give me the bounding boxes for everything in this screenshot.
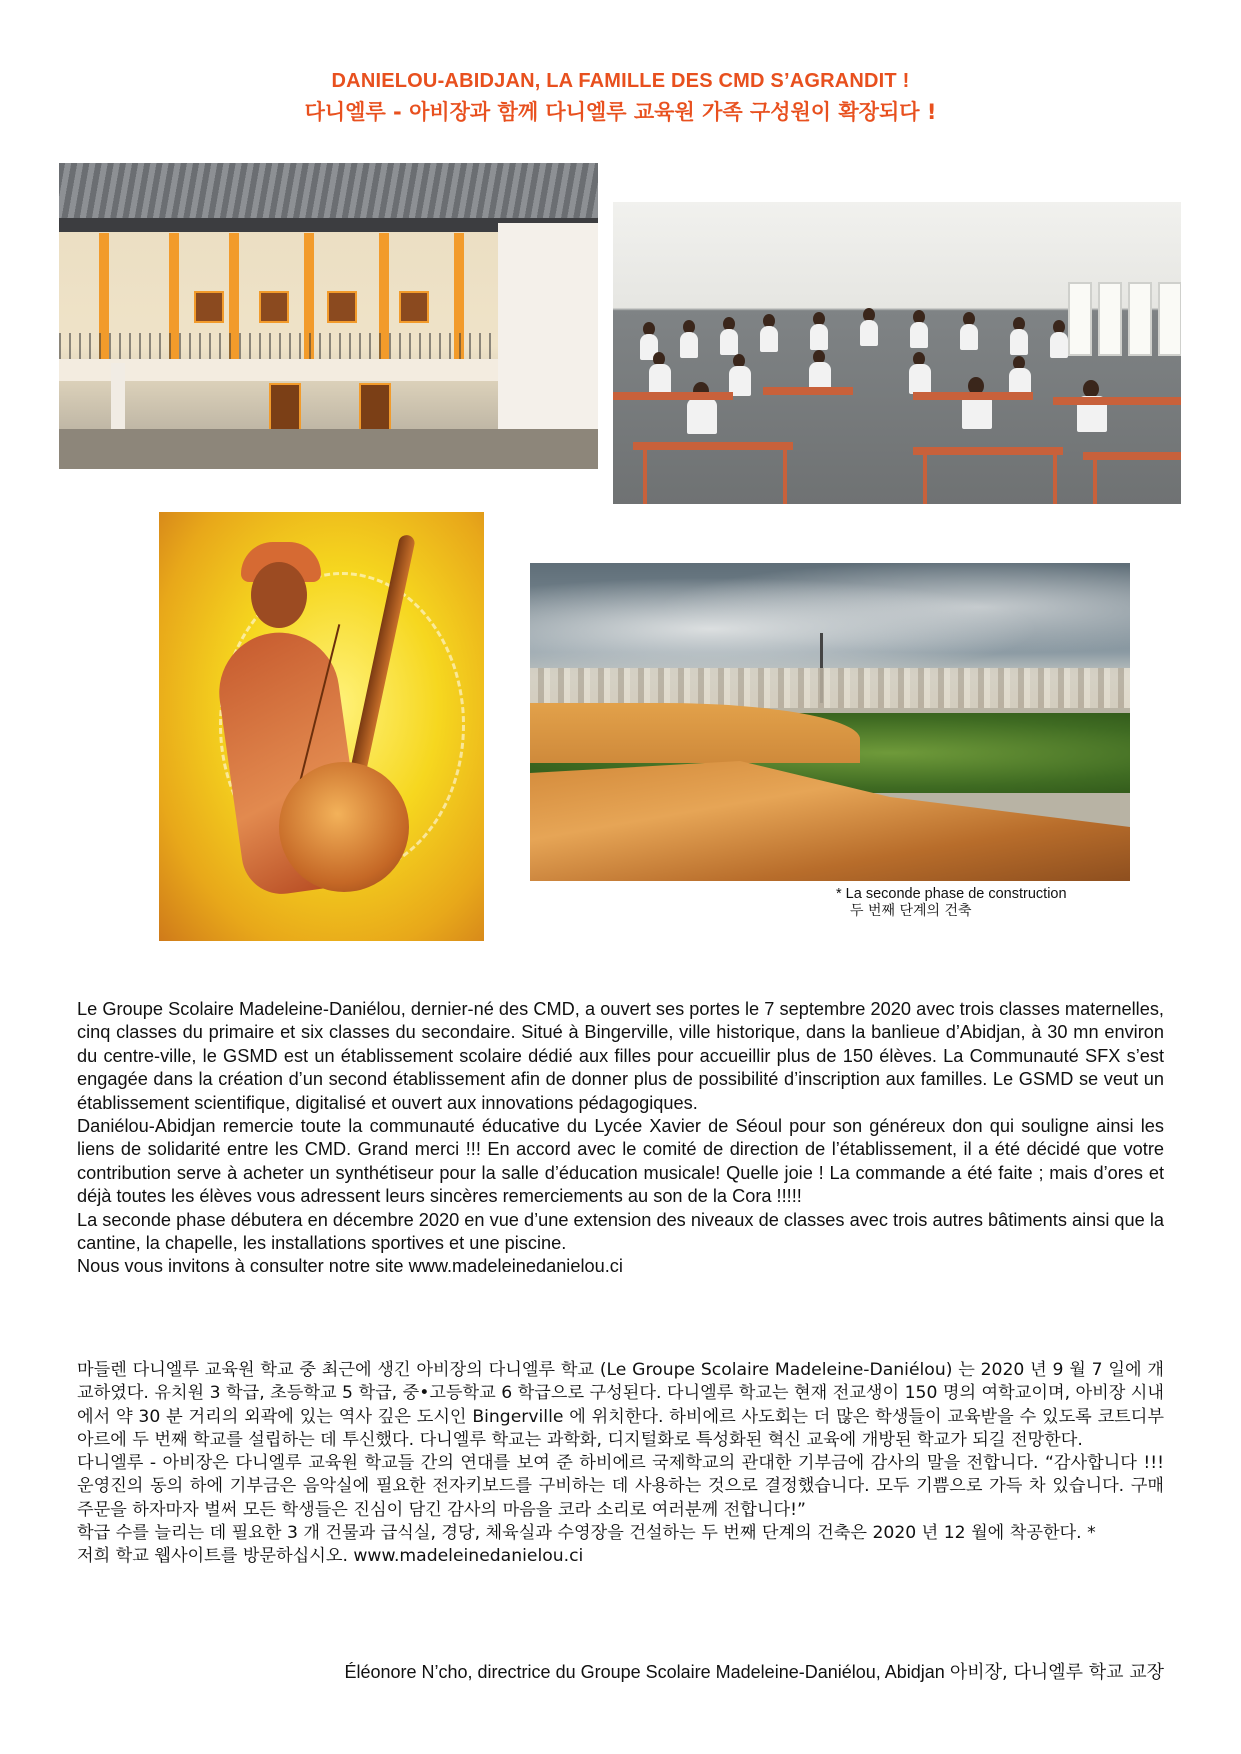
classroom-photo <box>613 202 1181 504</box>
paragraph: Daniélou-Abidjan remercie toute la communauté éducative du Lycée Xavier de Séoul pour son généreux don qui souligne ainsi les liens de solidarité entre les CMD. Grand merci !!! En accord avec le comité de direction de l’établissement, il a été décidé que votre contribution serve à acheter un synthétiseur pour la salle d’éducation musicale! Quelle joie ! La commande a été faite ; mais d’ores et déjà toutes les élèves vous adressent leurs sincères remerciements au son de la Cora !!!!! <box>77 1116 1164 1207</box>
signature <box>344 1658 1164 1684</box>
school-building-photo <box>59 163 598 469</box>
paragraph: 학급 수를 늘리는 데 필요한 3 개 건물과 급식실, 경당, 체육실과 수영장을 건설하는 두 번째 단계의 건축은 2020 년 12 월에 착공한다. * <box>77 1523 1096 1544</box>
signature-fr: Éléonore N’cho, directrice du Groupe Scolaire Madeleine-Daniélou, Abidjan <box>344 1662 945 1682</box>
cora-player-painting <box>159 512 484 941</box>
signature-ko: 아비장, 다니엘루 학교 교장 <box>949 1662 1164 1683</box>
paragraph: Nous vous invitons à consulter notre site www.madeleinedanielou.ci <box>77 1256 623 1277</box>
photo-caption-ko: 두 번째 단계의 건축 <box>850 903 972 919</box>
body-text-fr <box>77 998 1164 1279</box>
paragraph: 다니엘루 - 아비장은 다니엘루 교육원 학교들 간의 연대를 보여 준 하비에르 국제학교의 관대한 기부금에 감사의 말을 전합니다. “감사합니다 !!! 운영진의 동의 하에 기부금은 음악실에 필요한 전자키보드를 구비하는 데 사용하는 것으로 결정했습니다. 모두 기쁨으로 가득 차 있습니다. 구매 주문을 하자마자 벌써 모든 학생들은 진심이 담긴 감사의 마음을 코라 소리로 여러분께 전합니다!” <box>77 1453 1164 1520</box>
paragraph: La seconde phase débutera en décembre 2020 en vue d’une extension des niveaux de classes avec trois autres bâtiments ainsi que la cantine, la chapelle, les installations sportives et une piscine. <box>77 1209 1164 1254</box>
construction-site-photo <box>530 563 1130 881</box>
paragraph: 마들렌 다니엘루 교육원 학교 중 최근에 생긴 아비장의 다니엘루 학교 (Le Groupe Scolaire Madeleine-Daniélou) 는 2020 년 9 월 7 일에 개교하였다. 유치원 3 학급, 초등학교 5 학급, 중•고등학교 6 학급으로 구성된다. 다니엘루 학교는 현재 전교생이 150 명의 여학교이며, 아비장 시내에서 약 30 분 거리의 외곽에 있는 역사 깊은 도시인 Bingerville 에 위치한다. 하비에르 사도회는 더 많은 학생들이 교육받을 수 있도록 코트디부아르에 두 번째 학교를 설립하는 데 투신했다. 다니엘루 학교는 과학화, 디지털화로 특성화된 혁신 교육에 개방된 학교가 되길 전망한다. <box>77 1360 1164 1450</box>
body-text-ko <box>77 1359 1164 1569</box>
photo-caption-fr: * La seconde phase de construction <box>836 886 1067 902</box>
paragraph: 저희 학교 웹사이트를 방문하십시오. www.madeleinedanielou.ci <box>77 1546 584 1567</box>
paragraph: Le Groupe Scolaire Madeleine-Daniélou, dernier-né des CMD, a ouvert ses portes le 7 septembre 2020 avec trois classes maternelles, cinq classes du primaire et six classes du secondaire. Situé à Bingerville, ville historique, dans la banlieue d’Abidjan, à 30 mn environ du centre-ville, le GSMD est un établissement scolaire dédié aux filles pour accueillir plus de 150 élèves. La Communauté SFX s’est engagée dans la création d’un second établissement afin de donner plus de possibilité d’inscription aux familles. Le GSMD se veut un établissement scientifique, digitalisé et ouvert aux innovations pédagogiques. <box>77 999 1164 1113</box>
page-title-ko: 다니엘루 - 아비장과 함께 다니엘루 교육원 가족 구성원이 확장되다 ! <box>304 100 937 124</box>
page-title-fr: DANIELOU-ABIDJAN, LA FAMILLE DES CMD S’AGRANDIT ! <box>331 70 910 92</box>
